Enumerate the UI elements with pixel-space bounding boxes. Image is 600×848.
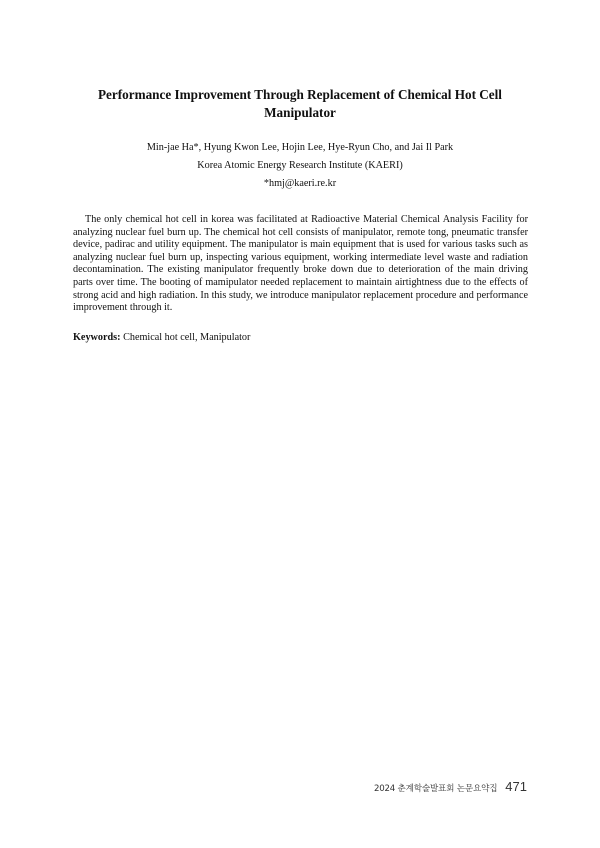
keywords-label: Keywords: <box>73 332 121 343</box>
conference-name: 2024 춘계학술발표회 논문요약집 <box>373 784 498 794</box>
paper-title: Performance Improvement Through Replacement of Chemical Hot Cell Manipulator <box>98 87 502 120</box>
corresponding-email: *hmj@kaeri.re.kr <box>263 178 337 189</box>
abstract-text: The only chemical hot cell in korea was facilitated at Radioactive Material Chemical Analysis Facility for analyzing nuclear fuel burn up. The chemical hot cell consists of manipulator, remote tong, pneumatic transfer device, padirac and utility equipment. The manipulator is main equipment that is used for various tasks such as analyzing nuclear fuel burn up, inspecting various equipment, working intermediate level waste and radiation decontamination. The existing manipulator frequently broke down due to deterioration of the main driving parts over time. The booting of mamipulator needed replacement to maintain airtightness due to the effects of strong acid and high radiation. In this study, we introduce manipulator replacement procedure and performance improvement through it. <box>73 214 528 314</box>
page-number: 471 <box>505 779 527 794</box>
keywords-values: Chemical hot cell, Manipulator <box>123 332 251 343</box>
affiliation: Korea Atomic Energy Research Institute (KAERI) <box>197 160 403 171</box>
page-footer <box>374 779 527 794</box>
keywords-line <box>73 331 528 344</box>
author-list: Min-jae Ha*, Hyung Kwon Lee, Hojin Lee, Hye-Ryun Cho, and Jai Il Park <box>146 142 454 153</box>
